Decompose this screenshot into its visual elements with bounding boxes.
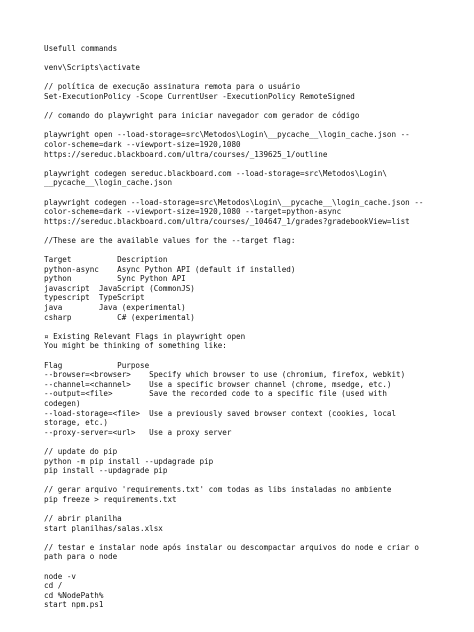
document-line bbox=[44, 505, 464, 515]
document-line: Flag Purpose bbox=[44, 360, 150, 370]
document-line: https://sereduc.blackboard.com/ultra/courses/_104647_1/grades?gradebookView=list bbox=[44, 216, 410, 226]
document-text bbox=[44, 44, 464, 610]
document-line: pip freeze > requirements.txt bbox=[44, 494, 177, 504]
document-line: start planilhas/salas.xlsx bbox=[44, 523, 163, 533]
document-line: https://sereduc.blackboard.com/ultra/courses/_139625_1/outline bbox=[44, 149, 328, 159]
document-line: python -m pip install --updagrade pip bbox=[44, 456, 214, 466]
document-line bbox=[44, 476, 464, 486]
document-line: // update do pip bbox=[44, 446, 118, 456]
document-line: __pycache__\login_cache.json bbox=[44, 178, 173, 188]
document-line: color-scheme=dark --viewport-size=1920,1080 bbox=[44, 139, 241, 149]
document-line: ¤ Existing Relevant Flags in playwright open bbox=[44, 331, 246, 341]
document-line bbox=[44, 351, 464, 361]
document-line: node -v bbox=[44, 571, 77, 581]
document-line bbox=[44, 102, 464, 112]
document-line bbox=[44, 121, 464, 131]
document-line bbox=[44, 54, 464, 64]
document-line: Set-ExecutionPolicy -Scope CurrentUser -ExecutionPolicy RemoteSigned bbox=[44, 91, 355, 101]
document-line bbox=[44, 322, 464, 332]
document-line bbox=[44, 562, 464, 572]
document-line bbox=[44, 73, 464, 83]
document-line bbox=[44, 245, 464, 255]
document-line bbox=[44, 437, 464, 447]
document-line: // testar e instalar node após instalar ou descompactar arquivos do node e criar o bbox=[44, 542, 419, 552]
document-line: javascript JavaScript (CommonJS) bbox=[44, 283, 195, 293]
document-line: path para o node bbox=[44, 552, 118, 562]
document-line: storage, etc.) bbox=[44, 418, 109, 428]
document-line: playwright open --load-storage=src\Metodos\Login\__pycache__\login_cache.json -- bbox=[44, 130, 410, 140]
document-line: typescript TypeScript bbox=[44, 293, 145, 303]
document-line: // comando do playwright para iniciar navegador com gerador de código bbox=[44, 111, 360, 121]
document-line bbox=[44, 533, 464, 543]
document-line: // política de execução assinatura remota para o usuário bbox=[44, 82, 301, 92]
document-line bbox=[44, 188, 464, 198]
document-line bbox=[44, 159, 464, 169]
document-line: // abrir planilha bbox=[44, 514, 122, 524]
document-line: color-scheme=dark --viewport-size=1920,1080 --target=python-async bbox=[44, 207, 342, 217]
document-line: Target Description bbox=[44, 255, 168, 265]
document-line: python-async Async Python API (default if installed) bbox=[44, 264, 296, 274]
document-line: You might be thinking of something like: bbox=[44, 341, 227, 351]
document-line: // gerar arquivo 'requirements.txt' com todas as libs instaladas no ambiente bbox=[44, 485, 392, 495]
document-line: playwright codegen sereduc.blackboard.com --load-storage=src\Metodos\Login\ bbox=[44, 168, 387, 178]
document-line: playwright codegen --load-storage=src\Metodos\Login\__pycache__\login_cache.json -- bbox=[44, 197, 424, 207]
document-line: --proxy-server=<url> Use a proxy server bbox=[44, 427, 232, 437]
document-line: csharp C# (experimental) bbox=[44, 312, 195, 322]
document-line: codegen) bbox=[44, 398, 81, 408]
document-line: --channel=<channel> Use a specific browser channel (chrome, msedge, etc.) bbox=[44, 379, 392, 389]
document-line: //These are the available values for the --target flag: bbox=[44, 235, 296, 245]
document-line: cd / bbox=[44, 581, 63, 591]
document-line: pip install --updagrade pip bbox=[44, 466, 168, 476]
document-line: --output=<file> Save the recorded code to a specific file (used with bbox=[44, 389, 387, 399]
document-line: Usefull commands bbox=[44, 44, 118, 53]
document-line: cd %NodePath% bbox=[44, 590, 104, 600]
document-line: start npm.ps1 bbox=[44, 600, 104, 610]
document-line: --load-storage=<file> Use a previously saved browser context (cookies, local bbox=[44, 408, 397, 418]
document-line: venv\Scripts\activate bbox=[44, 63, 141, 73]
document-line: java Java (experimental) bbox=[44, 303, 186, 313]
document-line bbox=[44, 226, 464, 236]
document-line: python Sync Python API bbox=[44, 274, 186, 284]
document-line: --browser=<browser> Specify which browser to use (chromium, firefox, webkit) bbox=[44, 370, 406, 380]
